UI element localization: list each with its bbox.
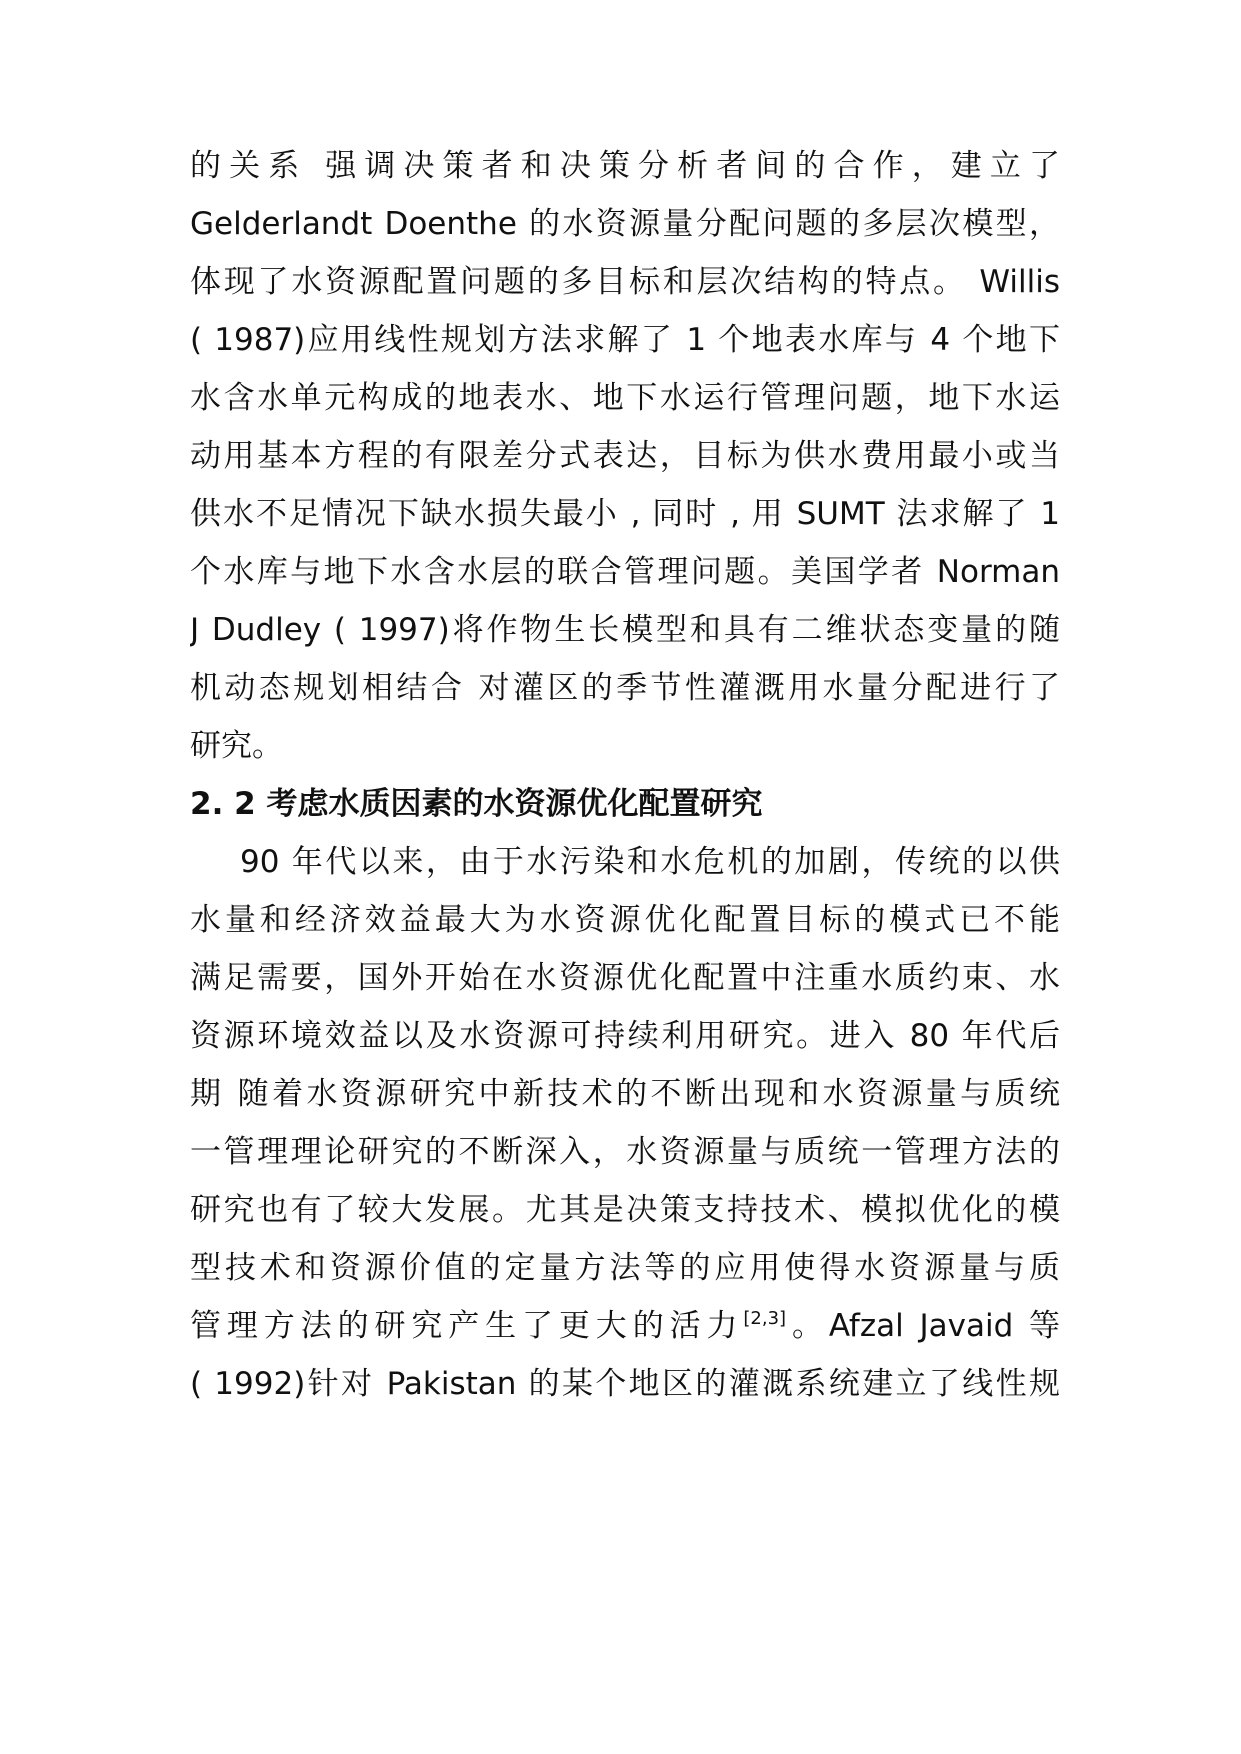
paragraph-2-line-5: 期 随着水资源研究中新技术的不断出现和水资源量与质统	[190, 1076, 1060, 1112]
paragraph-1-line-4: ( 1987)应用线性规划方法求解了 1 个地表水库与 4 个地下	[190, 322, 1060, 358]
citation-line-text-before: 管理方法的研究产生了更大的活力	[190, 1308, 744, 1344]
paragraph-2-line-2: 水量和经济效益最大为水资源优化配置目标的模式已不能	[190, 902, 1060, 938]
section-heading: 2. 2 考虑水质因素的水资源优化配置研究	[190, 786, 763, 822]
paragraph-1-line-3: 体现了水资源配置问题的多目标和层次结构的特点。 Willis	[190, 264, 1060, 300]
citation-line-text-after: 。Afzal Javaid 等	[786, 1308, 1060, 1344]
paragraph-1-line-8: 个水库与地下水含水层的联合管理问题。美国学者 Norman	[190, 554, 1060, 590]
paragraph-1-line-6: 动用基本方程的有限差分式表达，目标为供水费用最小或当	[190, 438, 1060, 474]
paragraph-1-line-7: 供水不足情况下缺水损失最小 , 同时 , 用 SUMT 法求解了 1	[190, 496, 1060, 532]
paragraph-1-line-2: Gelderlandt Doenthe 的水资源量分配问题的多层次模型，	[190, 206, 1060, 242]
paragraph-2-line-3: 满足需要，国外开始在水资源优化配置中注重水质约束、水	[190, 960, 1060, 996]
paragraph-1-line-5: 水含水单元构成的地表水、地下水运行管理问题，地下水运	[190, 380, 1060, 416]
paragraph-1-line-1: 的关系 强调决策者和决策分析者间的合作，建立了	[190, 148, 1060, 184]
paragraph-1-line-11: 研究。	[190, 728, 283, 764]
paragraph-2-line-6: 一管理理论研究的不断深入，水资源量与质统一管理方法的	[190, 1134, 1060, 1170]
paragraph-2-line-7: 研究也有了较大发展。尤其是决策支持技术、模拟优化的模	[190, 1192, 1060, 1228]
final-line: ( 1992)针对 Pakistan 的某个地区的灌溉系统建立了线性规	[190, 1366, 1060, 1402]
paragraph-1-line-9: J Dudley ( 1997)将作物生长模型和具有二维状态变量的随	[190, 612, 1060, 648]
paragraph-2-line-1: 90 年代以来，由于水污染和水危机的加剧，传统的以供	[240, 844, 1060, 880]
citation-reference[interactable]: [2,3]	[743, 1308, 787, 1329]
paragraph-2-line-8: 型技术和资源价值的定量方法等的应用使得水资源量与质	[190, 1250, 1060, 1286]
citation-line	[190, 1300, 1060, 1352]
paragraph-1-line-10: 机动态规划相结合 对灌区的季节性灌溉用水量分配进行了	[190, 670, 1060, 706]
paragraph-2-line-4: 资源环境效益以及水资源可持续利用研究。进入 80 年代后	[190, 1018, 1060, 1054]
